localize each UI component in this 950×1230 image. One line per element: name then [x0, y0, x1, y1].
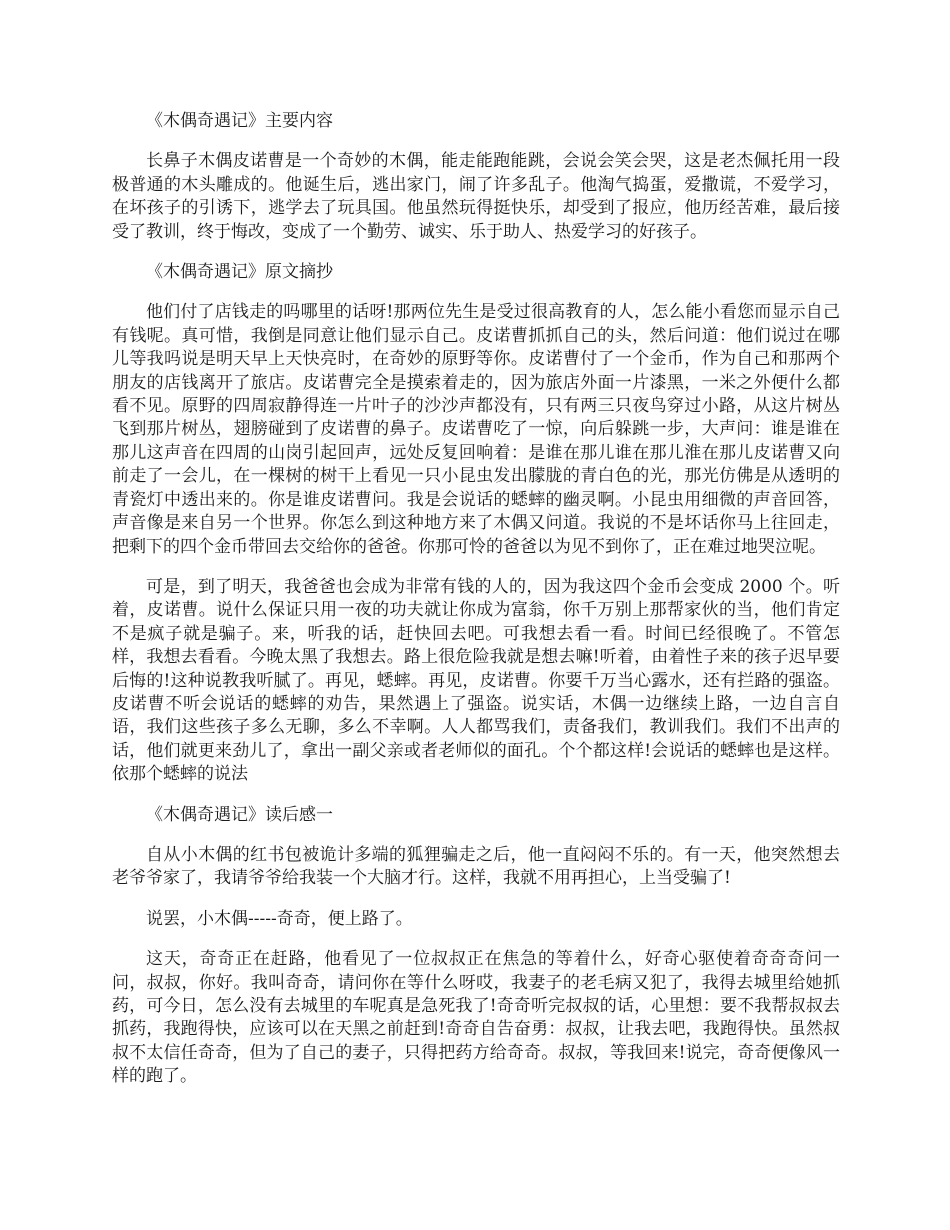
section-reflection: [112, 804, 840, 1089]
paragraph: 这天，奇奇正在赶路，他看见了一位叔叔正在焦急的等着什么，好奇心驱使着奇奇奇问一问，叔叔，你好。我叫奇奇，请问你在等什么呀哎，我妻子的老毛病又犯了，我得去城里给她抓药，可今日，怎么没有去城里的车呢真是急死我了!奇奇听完叔叔的话，心里想：要不我帮叔叔去抓药，我跑得快，应该可以在天黑之前赶到!奇奇自告奋勇：叔叔，让我去吧，我跑得快。虽然叔叔不太信任奇奇，但为了自己的妻子，只得把药方给奇奇。叔叔，等我回来!说完，奇奇便像风一样的跑了。: [112, 949, 840, 1087]
section-summary: [112, 110, 840, 244]
section-heading: 《木偶奇遇记》原文摘抄: [146, 262, 333, 283]
paragraph: 可是，到了明天，我爸爸也会成为非常有钱的人的，因为我这四个金币会变成 2000 个。听着，皮诺曹。说什么保证只用一夜的功夫就让你成为富翁，你千万别上那帮家伙的当，他们肯定不是疯子就是骗子。来，听我的话，赶快回去吧。可我想去看一看。时间已经很晚了。不管怎样，我想去看看。今晚太黑了我想去。路上很危险我就是想去嘛!听着，由着性子来的孩子迟早要后悔的!这种说教我听腻了。再见，蟋蟀。再见，皮诺曹。你要千万当心露水，还有拦路的强盗。皮诺曹不听会说话的蟋蟀的劝告，果然遇上了强盗。说实话，木偶一边继续上路，一边自言自语，我们这些孩子多么无聊，多么不幸啊。人人都骂我们，责备我们，教训我们。我们不出声的话，他们就更来劲儿了，拿出一副父亲或者老师似的面孔。个个都这样!会说话的蟋蟀也是这样。依那个蟋蟀的说法: [112, 576, 840, 785]
section-heading: 《木偶奇遇记》读后感一: [146, 804, 333, 825]
section-heading: 《木偶奇遇记》主要内容: [146, 111, 333, 131]
paragraph: 他们付了店钱走的吗哪里的话呀!那两位先生是受过很高教育的人，怎么能小看您而显示自己有钱呢。真可惜，我倒是同意让他们显示自己。皮诺曹抓抓自己的头，然后问道：他们说过在哪儿等我吗说是明天早上天快亮时，在奇妙的原野等你。皮诺曹付了一个金币，作为自己和那两个朋友的店钱离开了旅店。皮诺曹完全是摸索着走的，因为旅店外面一片漆黑，一米之外便什么都看不见。原野的四周寂静得连一片叶子的沙沙声都没有，只有两三只夜鸟穿过小路，从这片树丛飞到那片树丛，翅膀碰到了皮诺曹的鼻子。皮诺曹吃了一惊，向后躲跳一步，大声问：谁是谁在那儿这声音在四周的山岗引起回声，远处反复回响着：是谁在那儿谁在那儿淮在那儿皮诺曹又向前走了一会儿，在一棵树的树干上看见一只小昆虫发出朦胧的青白色的光，那光仿佛是从透明的青瓷灯中透出来的。你是谁皮诺曹问。我是会说话的蟋蟀的幽灵啊。小昆虫用细微的声音回答，声音像是来自另一个世界。你怎么到这种地方来了木偶又问道。我说的不是坏话你马上往回走，把剩下的四个金币带回去交给你的爸爸。你那可怜的爸爸以为见不到你了，正在难过地哭泣呢。: [112, 302, 840, 557]
document-page: [112, 110, 840, 1106]
paragraph: 自从小木偶的红书包被诡计多端的狐狸骗走之后，他一直闷闷不乐的。有一天，他突然想去老爷爷家了，我请爷爷给我装一个大脑才行。这样，我就不用再担心，上当受骗了!: [112, 844, 840, 889]
section-excerpt: [112, 261, 840, 787]
paragraph: 长鼻子木偶皮诺曹是一个奇妙的木偶，能走能跑能跳，会说会笑会哭，这是老杰佩托用一段极普通的木头雕成的。他诞生后，逃出家门，闹了许多乱子。他淘气捣蛋，爱撒谎，不爱学习，在坏孩子的引诱下，逃学去了玩具国。他虽然玩得挺快乐，却受到了报应，他历经苦难，最后接受了教训，终于悔改，变成了一个勤劳、诚实、乐于助人、热爱学习的好孩子。: [112, 151, 840, 242]
paragraph: 说罢，小木偶-----奇奇，便上路了。: [146, 908, 413, 929]
